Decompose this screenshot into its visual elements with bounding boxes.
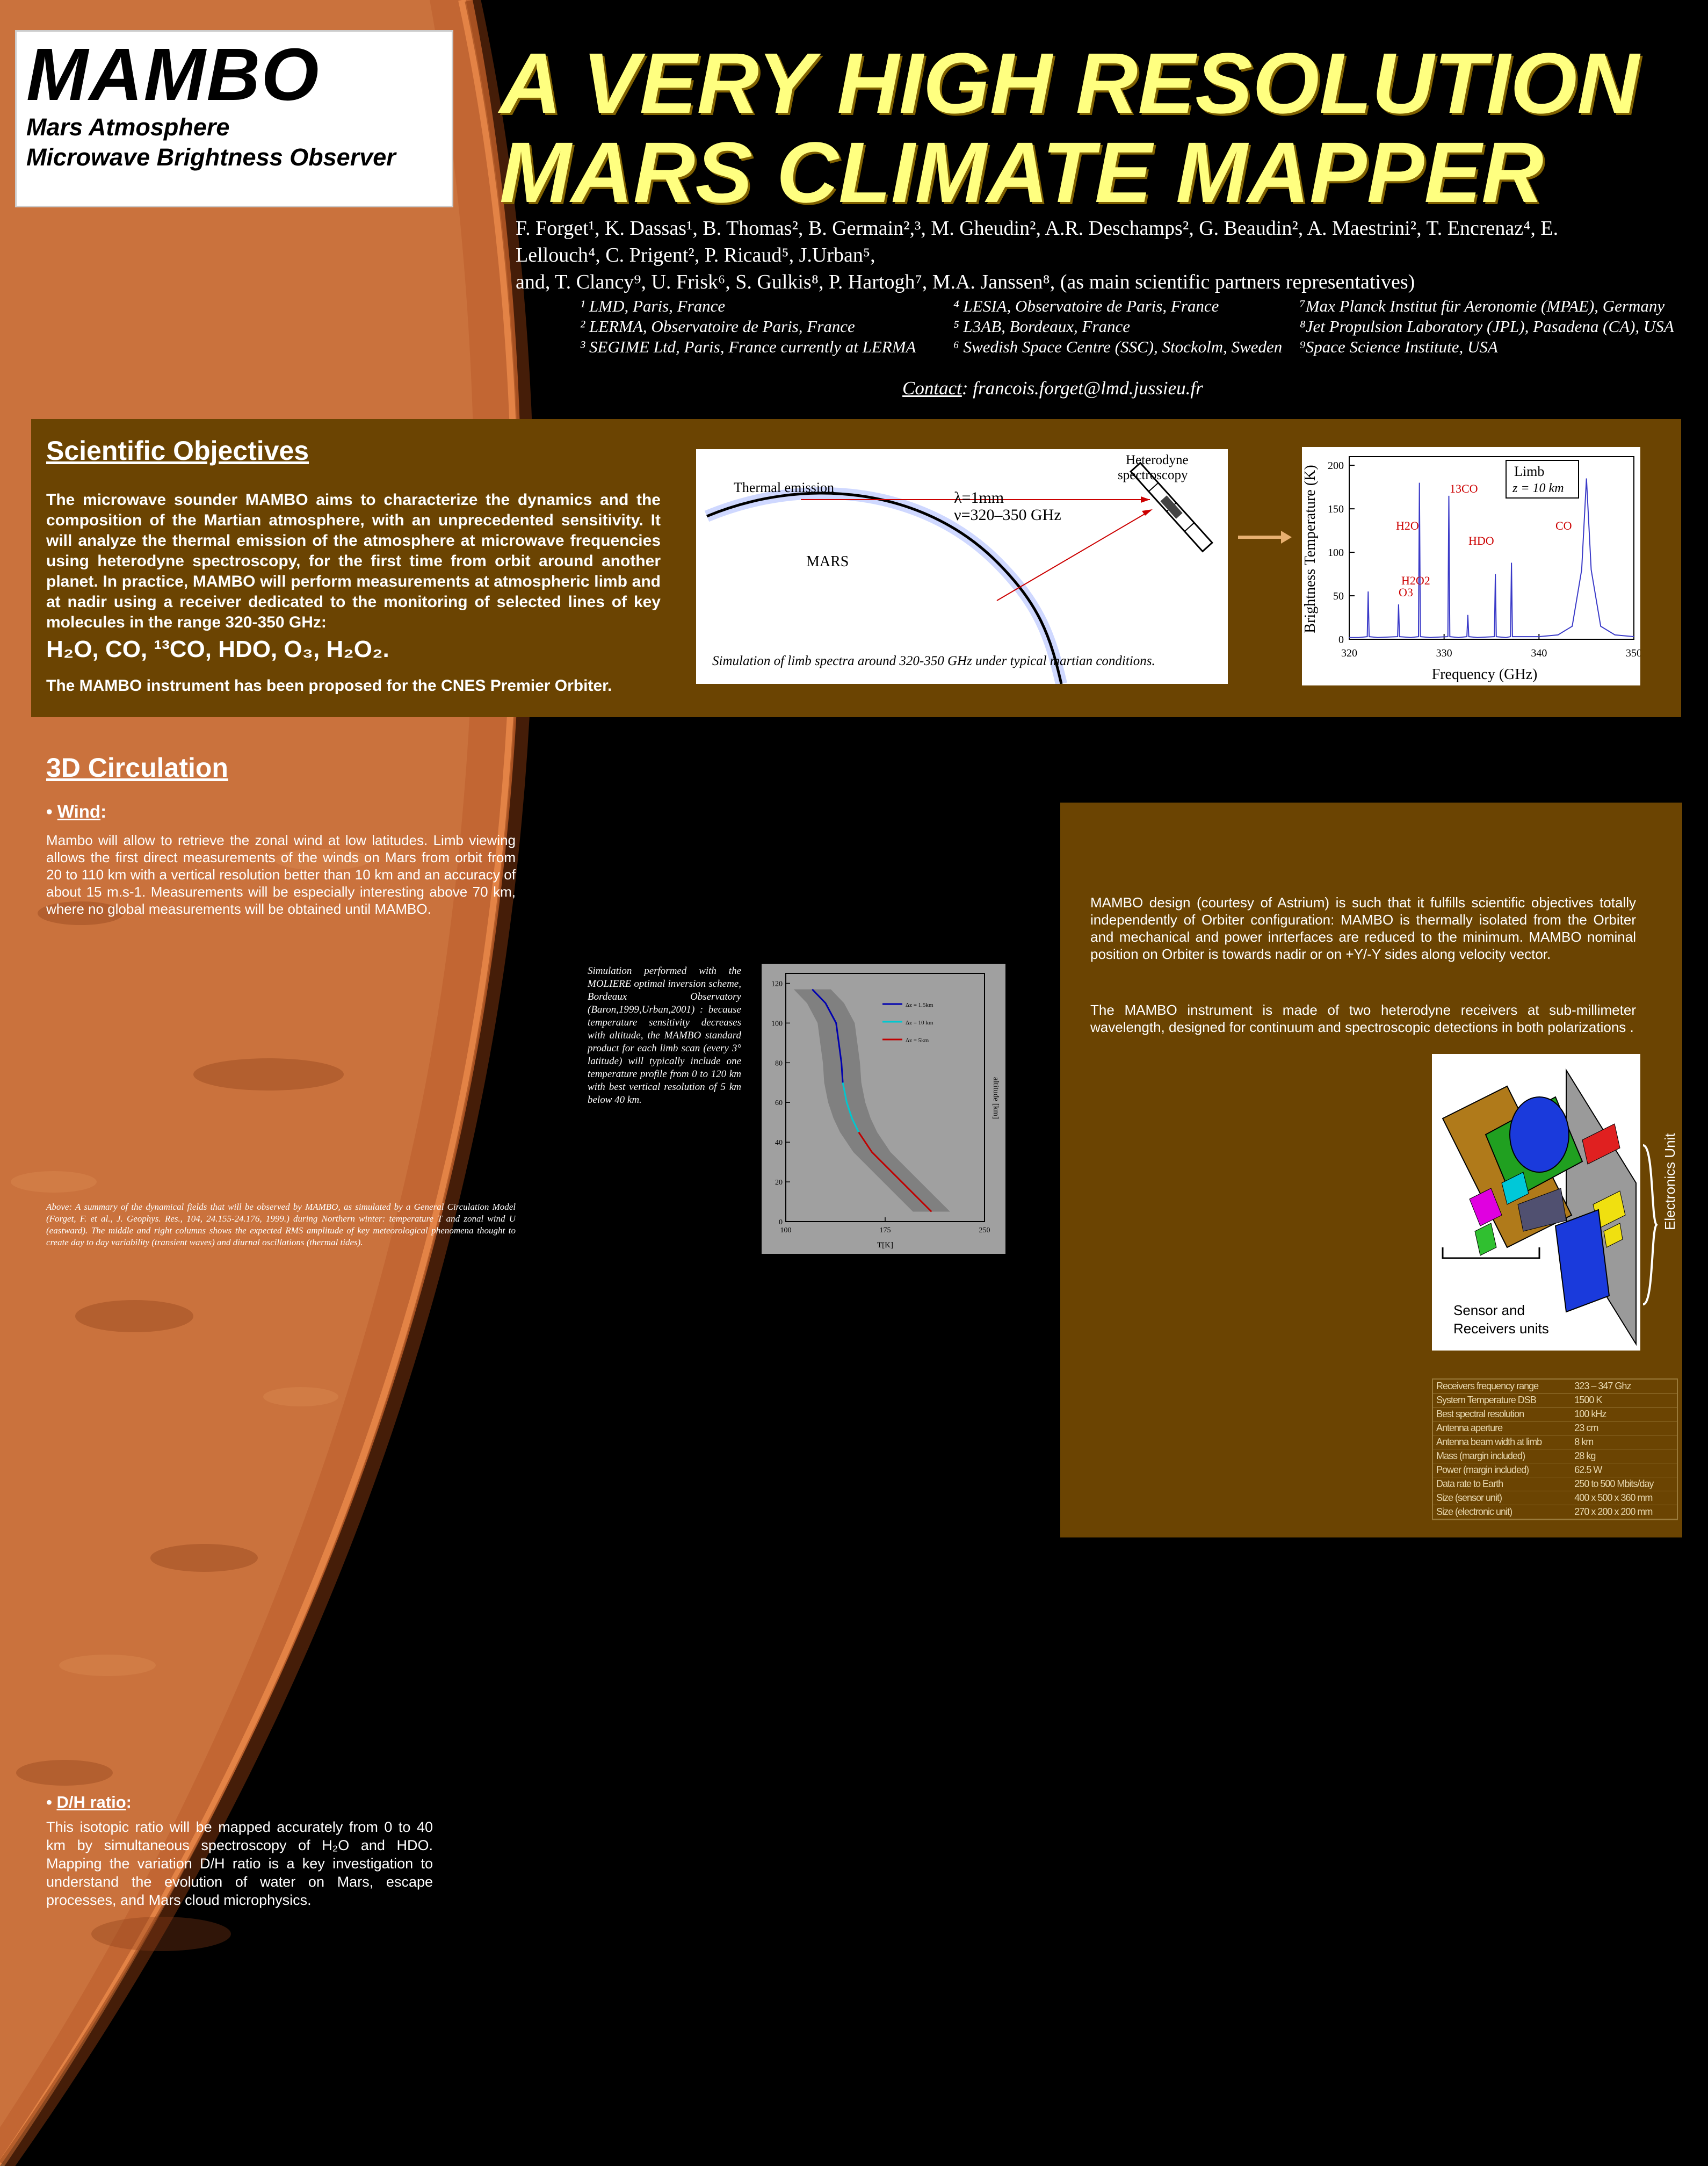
spec-row [1433, 1380, 1677, 1394]
temperature-profile-chart [762, 964, 1005, 1254]
annotation-co: CO [1555, 519, 1572, 532]
dh-heading: • D/H ratio: [46, 1793, 132, 1811]
spec-parameter: System Temperature DSB [1433, 1394, 1571, 1407]
title-line-1: A VERY HIGH RESOLUTION [500, 35, 1639, 131]
y-tick-label: 200 [1328, 460, 1344, 472]
annotation-h2o: H2O [1396, 519, 1419, 532]
spec-parameter: Size (electronic unit) [1433, 1505, 1571, 1519]
objectives-title: Scientific Objectives [46, 436, 309, 466]
legend-label-2: Δz = 10 km [906, 1020, 933, 1026]
affiliation: ⁹Space Science Institute, USA [1300, 337, 1498, 356]
spec-parameter: Best spectral resolution [1433, 1407, 1571, 1421]
spec-value: 62.5 W [1571, 1463, 1677, 1477]
spec-row [1433, 1463, 1677, 1477]
affiliation: ⁵ L3AB, Bordeaux, France [953, 317, 1131, 336]
objectives-paragraph: The microwave sounder MAMBO aims to characterize the dynamics and the composition of the Martian atmosphere, with an unprecedented sensitivity. It will analyze the thermal emission of the atmosphere at microwave frequencies using heterodyne spectroscopy, for the first time from orbit around another planet. In practice, MAMBO will perform measurements at atmospheric limb and at nadir using a receiver dedicated to the monitoring of selected lines of key molecules in the range 320-350 GHz: [46, 491, 661, 631]
limb-figure-caption: Simulation of limb spectra around 320-350 GHz under typical martian conditions. [712, 654, 1155, 668]
wind-label: Wind [57, 802, 101, 821]
logo-subtitle-1: Mars Atmosphere [26, 113, 230, 141]
spec-row [1433, 1421, 1677, 1435]
spectrum-ylabel: Brightness Temperature (K) [1302, 465, 1319, 633]
y-tick-label: 120 [771, 980, 783, 988]
affiliation: ¹ LMD, Paris, France [580, 297, 726, 315]
objectives-molecules: H₂O, CO, ¹³CO, HDO, O₃, H₂O₂. [46, 636, 389, 662]
objectives-text [46, 490, 661, 696]
spec-row [1433, 1394, 1677, 1407]
spec-table-box [1432, 1378, 1678, 1520]
sensor-label-line-1: Sensor and [1453, 1302, 1525, 1318]
y-tick-label: 20 [775, 1179, 783, 1187]
y-tick-label: 0 [1338, 634, 1344, 646]
bullet: • [46, 802, 57, 821]
spec-value: 23 cm [1571, 1421, 1677, 1435]
authors-line-1: F. Forget¹, K. Dassas¹, B. Thomas², B. Germain²,³, M. Gheudin², A.R. Deschamps², G. Beaudin², A. Maestrini², T. Encrenaz⁴, E. [516, 217, 1559, 240]
y-tick-label: 100 [771, 1020, 783, 1028]
affiliation: ⁶ Swedish Space Centre (SSC), Stockolm, Sweden [953, 337, 1283, 356]
y-tick-label: 0 [779, 1218, 783, 1226]
x-tick-label: 340 [1531, 647, 1547, 659]
limb-spectrum-chart [1302, 447, 1640, 685]
annotation-13co: 13CO [1450, 482, 1478, 495]
spec-parameter: Power (margin included) [1433, 1463, 1571, 1477]
arrow-right-icon [1235, 526, 1294, 548]
authors-line-2: Lellouch⁴, C. Prigent², P. Ricaud⁵, J.Urban⁵, [516, 244, 875, 266]
contact-email[interactable]: : francois.forget@lmd.jussieu.fr [961, 378, 1203, 399]
instrument-drawing [1432, 1054, 1640, 1351]
bullet: • [46, 1793, 57, 1811]
sensor-label-line-2: Receivers units [1453, 1320, 1549, 1337]
gcm-caption: Above: A summary of the dynamical fields that will be observed by MAMBO, as simulated by a General Circulation Model (Forget, F. et al., J. Geophys. Res., 104, 24.155-24.176, 1999.) during Northern winter: temperature T and zonal wind U (eastward). The middle and right columns shows the expected RMS amplitude of key meteorological phenomena thought to create day to day variability (transient waves) and diurnal oscillations (thermal tides). [46, 1202, 516, 1247]
spec-value: 400 x 500 x 360 mm [1571, 1491, 1677, 1505]
x-tick-label: 350 [1626, 647, 1640, 659]
contact-line [902, 378, 1203, 399]
electronics-label: Electronics Unit [1662, 1133, 1678, 1230]
x-tick-label: 175 [879, 1226, 891, 1234]
y-tick-label: 100 [1328, 547, 1344, 559]
authors-block [516, 215, 1697, 295]
y-tick-label: 50 [1333, 590, 1344, 603]
circulation-title: 3D Circulation [46, 753, 228, 783]
authors-line-3: and, T. Clancy⁹, U. Frisk⁶, S. Gulkis⁸, P. Hartogh⁷, M.A. Janssen⁸, (as main scientific partners representatives) [516, 271, 1415, 293]
affiliation: ² LERMA, Observatoire de Paris, France [580, 317, 855, 336]
sensor-label [1453, 1301, 1549, 1338]
spec-value: 1500 K [1571, 1394, 1677, 1407]
objectives-proposal: The MAMBO instrument has been proposed for the CNES Premier Orbiter. [46, 677, 612, 695]
spec-value: 250 to 500 Mbits/day [1571, 1477, 1677, 1491]
spec-row [1433, 1477, 1677, 1491]
spec-parameter: Data rate to Earth [1433, 1477, 1571, 1491]
logo-name: MAMBO [26, 33, 320, 116]
y-tick-label: 80 [775, 1059, 783, 1068]
spec-value: 8 km [1571, 1435, 1677, 1449]
affiliations-col-2 [953, 296, 1308, 357]
affiliation: ³ SEGIME Ltd, Paris, France currently at LERMA [580, 337, 916, 356]
wind-text: Mambo will allow to retrieve the zonal wind at low latitudes. Limb viewing allows the first direct measurements of the winds on Mars from orbit from 20 to 110 km with a vertical resolution better than 10 km and an accuracy of about 15 m.s-1. Measurements will be especially interesting above 70 km, where no global measurements will be obtained until MAMBO. [46, 832, 516, 917]
poster-title [500, 35, 1703, 220]
spec-parameter: Antenna beam width at limb [1433, 1435, 1571, 1449]
legend-label-3: Δz = 5km [906, 1037, 929, 1044]
profile-xlabel: T[K] [877, 1241, 893, 1250]
design-text-1: MAMBO design (courtesy of Astrium) is such that it fulfills scientific objectives totally independently of Orbiter configuration: MAMBO is thermally isolated from the Orbiter and mechanical and power inrterfaces are reduced to the minimum. MAMBO nominal position on Orbiter is towards nadir or on +Y/-Y sides along velocity vector. [1090, 894, 1636, 962]
annotation-o3: O3 [1399, 586, 1413, 599]
title-line-2: MARS CLIMATE MAPPER [500, 124, 1544, 220]
spectrum-xlabel: Frequency (GHz) [1431, 666, 1538, 683]
spec-value: 28 kg [1571, 1449, 1677, 1463]
y-tick-label: 150 [1328, 503, 1344, 516]
affiliation: ⁴ LESIA, Observatoire de Paris, France [953, 297, 1219, 315]
spec-parameter: Size (sensor unit) [1433, 1491, 1571, 1505]
simulation-caption: Simulation performed with the MOLIERE optimal inversion scheme, Bordeaux Observatory (Baron,1999,Urban,2001) : because temperature sensitivity decreases with altitude, the MAMBO standard product for each limb scan (every 3° latitude) will typically include one temperature profile from 0 to 120 km with best vertical resolution of 5 km below 40 km. [588, 965, 741, 1106]
legend-title: Limb [1514, 464, 1545, 479]
x-tick-label: 250 [979, 1226, 990, 1234]
spec-row [1433, 1435, 1677, 1449]
spec-parameter: Antenna aperture [1433, 1421, 1571, 1435]
x-tick-label: 100 [780, 1226, 792, 1234]
spec-value: 100 kHz [1571, 1407, 1677, 1421]
spec-row [1433, 1505, 1677, 1519]
x-tick-label: 330 [1436, 647, 1452, 659]
wind-heading: • Wind: [46, 802, 107, 821]
mars-label: MARS [806, 553, 849, 570]
y-tick-label: 40 [775, 1139, 783, 1147]
affiliation: ⁷Max Planck Institut für Aeronomie (MPAE), Germany [1300, 297, 1665, 315]
legend-label-1: Δz = 1.5km [906, 1002, 933, 1008]
spec-parameter: Receivers frequency range [1433, 1380, 1571, 1394]
affiliation: ⁸Jet Propulsion Laboratory (JPL), Pasadena (CA), USA [1300, 317, 1674, 336]
spec-row [1433, 1491, 1677, 1505]
design-text-2: The MAMBO instrument is made of two heterodyne receivers at sub-millimeter wavelength, designed for continuum and spectroscopic detections in both polarizations . [1090, 1002, 1636, 1035]
spec-row [1433, 1407, 1677, 1421]
spectrum-series-line [1349, 479, 1634, 638]
x-tick-label: 320 [1341, 647, 1357, 659]
spectroscopy-label: spectroscopy [1118, 468, 1188, 482]
spec-value: 270 x 200 x 200 mm [1571, 1505, 1677, 1519]
dh-text: This isotopic ratio will be mapped accurately from 0 to 40 km by simultaneous spectroscopy of H₂O and HDO. Mapping the variation D/H ratio is a key investigation to understand the evolution of water on Mars, escape processes, and Mars cloud microphysics. [46, 1819, 433, 1908]
thermal-emission-label: Thermal emission [734, 480, 835, 495]
spec-value: 323 – 347 Ghz [1571, 1380, 1677, 1394]
spec-parameter: Mass (margin included) [1433, 1449, 1571, 1463]
heterodyne-label: Heterodyne [1126, 453, 1189, 467]
plot-frame [1349, 457, 1634, 639]
annotation-h2o2: H2O2 [1401, 574, 1430, 587]
logo-subtitle-2: Microwave Brightness Observer [26, 143, 396, 171]
spec-row [1433, 1449, 1677, 1463]
spec-table [1433, 1380, 1677, 1519]
affiliations-col-3 [1300, 296, 1703, 357]
dh-label: D/H ratio [56, 1793, 126, 1811]
affiliations-col-1 [580, 296, 956, 357]
y-tick-label: 60 [775, 1099, 783, 1108]
limb-geometry-figure [696, 449, 1228, 684]
mambo-logo-box [15, 30, 453, 207]
electronics-brace-icon [1640, 1144, 1662, 1305]
wavelength-label: λ=1mm [954, 489, 1004, 507]
legend-subtitle: z = 10 km [1512, 481, 1564, 495]
contact-label: Contact [902, 378, 962, 399]
frequency-range-label: ν=320–350 GHz [954, 506, 1061, 524]
annotation-hdo: HDO [1468, 534, 1494, 547]
profile-ylabel: altitude [km] [991, 1077, 1000, 1119]
